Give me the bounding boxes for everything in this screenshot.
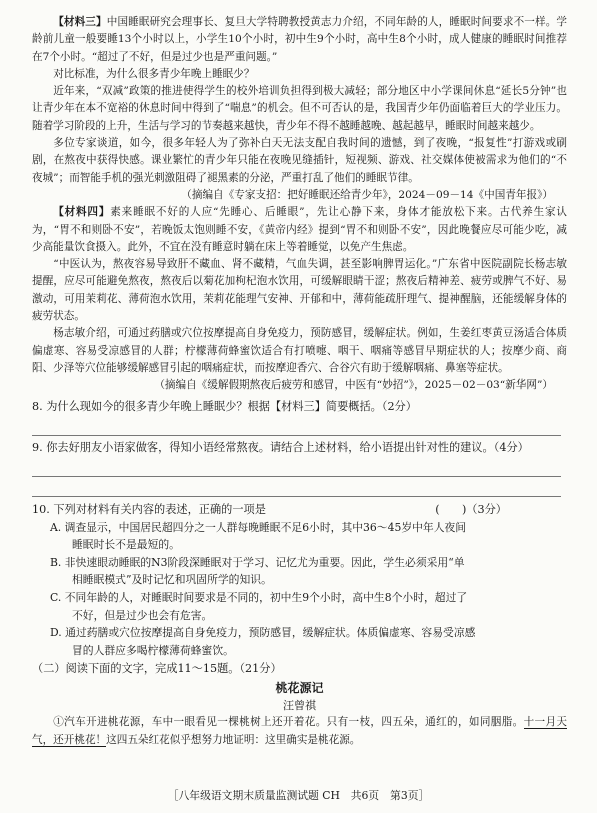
option-a-cont: 睡眠时长不是最短的。 [72,538,180,552]
story-text-1a: ①汽车开进桃花源，车中一眼看见一棵桃树上还开着花。只有一枝，四五朵，通红的，如同胭脂。 [53,716,524,729]
material-4-paragraph-1 [32,204,567,256]
question-9: 9. 你去好朋友小语家做客，得知小语经常熬夜。请结合上述材料，给小语提出针对性的建议。（4分） [32,440,529,454]
question-8: 8. 为什么现如今的很多青少年晚上睡眠少？根据【材料三】简要概括。（2分） [32,399,417,413]
answer-line-9b[interactable] [32,477,561,497]
underlined-sentence: 十一月天气，还开桃花！ [32,716,568,746]
material-3-paragraph-1 [32,14,567,66]
material-3-text-1: 中国睡眠研究会理事长、复旦大学特聘教授黄志力介绍，不同年龄的人，睡眠时间要求不一样。学龄前儿童一般要睡13个小时以上，小学生10个小时，初中生9个小时，高中生8个小时，成人健康的睡眠时间推荐在7个小时。“超过了不好，但是过少也是严重问题。” [32,16,568,63]
material-4-paragraph-2: “中医认为，熬夜容易导致肝不藏血、肾不藏精，气血失调，甚至影响脾胃运化。”广东省中医院副院长杨志敏提醒，应尽可能避免熬夜，熬夜后以菊花加枸杞泡水饮用，可缓解眼睛干涩；熬夜后精神差、疲劳或脾气不好、易激动，可用茉莉花、薄荷泡水饮用，茉莉花能理气安神、开郁和中，薄荷能疏肝理气、提神醒脑，还能缓解身体的疲劳状态。 [32,258,567,323]
material-3-paragraph-2: 对比标准，为什么很多青少年晚上睡眠少？ [53,67,255,80]
option-c-cont: 不好，但是过少也会有危害。 [72,608,213,622]
question-10 [32,501,567,519]
story-title: 桃花源记 [275,681,324,696]
option-b[interactable]: B. 非快速眼动睡眠的N3阶段深睡眠对于学习、记忆尤为重要。因此，学生必须采用“单 [50,555,465,569]
material-4-text-1: 素来睡眠不好的人应“先睡心、后睡眼”，先让心静下来，身体才能放松下来。古代养生家认为，“胃不和则卧不安”，若晚饭太饱则睡不安，《黄帝内经》提到“胃不和则卧不安”，因此晚餐应尽可能少吃，减少高能量饮食摄入。此外，不宜在没有睡意时躺在床上等着睡觉，以免产生焦虑。 [32,206,568,253]
option-a[interactable]: A. 调查显示，中国居民超四分之一人群每晚睡眠不足6小时，其中36～45岁中年人夜间 [50,520,467,534]
option-d[interactable]: D. 通过药膳或穴位按摩提高自身免疫力，预防感冒，缓解症状。体质偏虚寒、容易受凉感 [50,626,476,640]
material-3-source: （摘编自《专家支招：把好睡眠还给青少年》，2024－09－14《中国青年报》） [181,188,553,201]
answer-bracket-10[interactable]: ( )（3分） [435,502,507,516]
story-author: 汪曾祺 [283,699,316,713]
option-c[interactable]: C. 不同年龄的人，对睡眠时间要求是不同的，初中生9个小时，高中生8个小时，超过了 [50,590,468,604]
material-3-tag: 【材料三】 [53,16,107,28]
material-3-paragraph-3: 近年来，“双减”政策的推进使得学生的校外培训负担得到极大减轻；部分地区中小学课间休息“延长5分钟”也让青少年在本不宽裕的休息时间中得到了“喘息”的机会。但不可否认的是，我国青少年仍面临着巨大的学业压力。随着学习阶段的上升，生活与学习的节奏越来越快，青少年不得不越睡越晚、越起越早，睡眠时间越来越少。 [32,85,567,132]
answer-line-9a[interactable] [32,457,561,477]
story-text-1b: 这四五朵红花似乎想努力地证明：这里确实是桃花源。 [106,733,361,746]
page-footer: ［八年级语文期末质量监测试题 CH 共6页 第3页］ [167,789,430,802]
option-d-cont: 冒的人群应多喝柠檬薄荷蜂蜜饮。 [72,643,234,657]
material-4-paragraph-3: 杨志敏介绍，可通过药膳或穴位按摩提高自身免疫力，预防感冒，缓解症状。例如，生姜红枣黄豆汤适合体质偏虚寒、容易受凉感冒的人群；柠檬薄荷蜂蜜饮适合有打喷嚏、咽干、咽痛等感冒早期症状的人；按摩少商、商阳、少泽等穴位能够缓解感冒引起的咽痛症状，而按摩迎香穴、合谷穴有助于缓解咽痛、鼻塞等症状。 [32,327,567,374]
answer-line-8[interactable] [32,416,561,436]
question-10-stem: 10. 下列对材料有关内容的表述，正确的一项是 [32,502,266,516]
section-2-heading: （二）阅读下面的文字，完成11～15题。（21分） [32,662,282,676]
material-4-source: （摘编自《缓解假期熬夜后疲劳和感冒，中医有“妙招”》，2025－02－03“新华网”） [154,379,553,392]
material-3-paragraph-4: 多位专家谈道，如今，很多年轻人为了弥补白天无法支配自我时间的遗憾，到了夜晚，“报复性”打游戏或刷剧，在熬夜中获得快感。课业繁忙的青少年只能在夜晚见缝插针，短视频、游戏、社交媒体使被需求为他们的“不夜城”；而智能手机的强光刺激阻碍了褪黑素的分泌，严重打乱了他们的睡眠节律。 [32,137,567,184]
story-paragraph-1 [32,714,567,749]
option-b-cont: 相睡眠模式”及时记忆和巩固所学的知识。 [72,573,272,587]
material-4-tag: 【材料四】 [53,206,111,219]
